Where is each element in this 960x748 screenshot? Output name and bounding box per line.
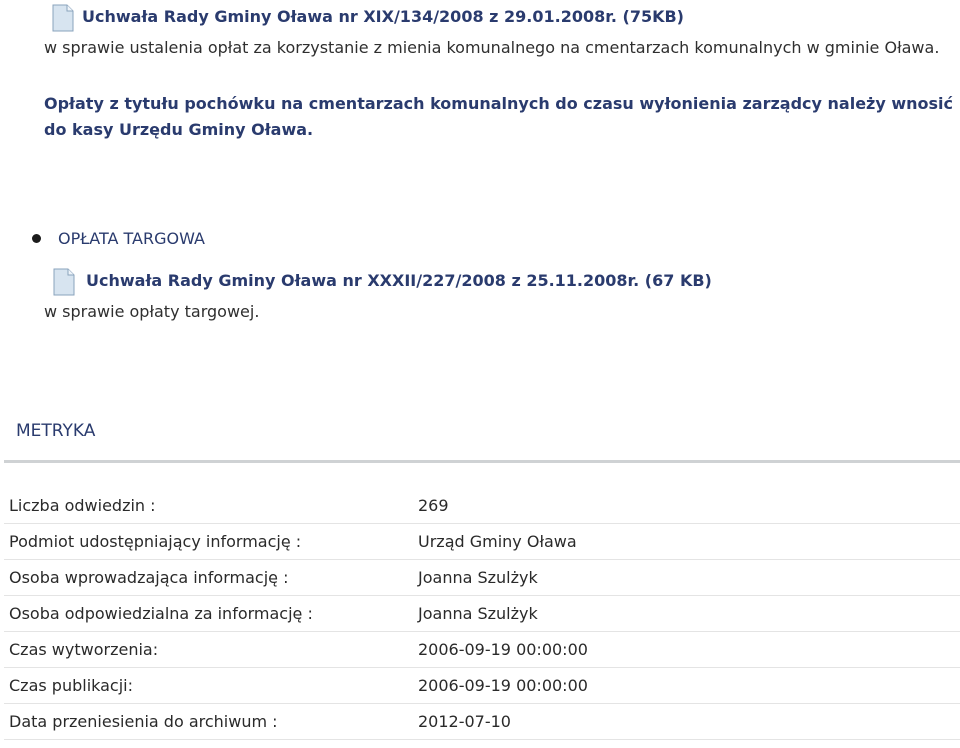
metryka-label: Data przeniesienia do archiwum : <box>9 712 278 731</box>
metryka-value: 2006-09-19 00:00:00 <box>418 676 588 695</box>
metryka-row <box>4 632 960 668</box>
metryka-divider <box>4 460 960 463</box>
document-description-2: w sprawie opłaty targowej. <box>44 302 260 321</box>
metryka-row <box>4 704 960 740</box>
metryka-row <box>4 488 960 524</box>
notice-line-1: Opłaty z tytułu pochówku na cmentarzach komunalnych do czasu wyłonienia zarządcy należy wnosić <box>44 94 954 113</box>
metryka-label: Osoba odpowiedzialna za informację : <box>9 604 313 623</box>
metryka-value: 2006-09-19 00:00:00 <box>418 640 588 659</box>
document-description-1: w sprawie ustalenia opłat za korzystanie z mienia komunalnego na cmentarzach komunalnych w gminie Oława. <box>44 38 940 57</box>
document-link-title-1[interactable]: Uchwała Rady Gminy Oława nr XIX/134/2008 z 29.01.2008r. (75KB) <box>82 7 684 26</box>
metryka-row <box>4 560 960 596</box>
document-file-icon[interactable] <box>53 268 75 296</box>
metryka-row <box>4 596 960 632</box>
metryka-value: Joanna Szulżyk <box>418 604 538 623</box>
metryka-value: 269 <box>418 496 449 515</box>
metryka-value: Joanna Szulżyk <box>418 568 538 587</box>
metryka-row <box>4 668 960 704</box>
metryka-label: Liczba odwiedzin : <box>9 496 156 515</box>
metryka-row <box>4 524 960 560</box>
notice-line-2: do kasy Urzędu Gminy Oława. <box>44 120 314 139</box>
bullet-icon <box>32 234 41 243</box>
document-file-icon[interactable] <box>52 4 74 32</box>
section-heading-oplata-targowa: OPŁATA TARGOWA <box>58 229 205 248</box>
metryka-label: Podmiot udostępniający informację : <box>9 532 302 551</box>
metryka-title: METRYKA <box>16 421 96 441</box>
metryka-table <box>4 488 960 740</box>
metryka-label: Osoba wprowadzająca informację : <box>9 568 289 587</box>
metryka-label: Czas publikacji: <box>9 676 134 695</box>
metryka-value: 2012-07-10 <box>418 712 511 731</box>
document-link-title-2[interactable]: Uchwała Rady Gminy Oława nr XXXII/227/2008 z 25.11.2008r. (67 KB) <box>86 271 712 290</box>
metryka-value: Urząd Gminy Oława <box>418 532 577 551</box>
metryka-label: Czas wytworzenia: <box>9 640 159 659</box>
